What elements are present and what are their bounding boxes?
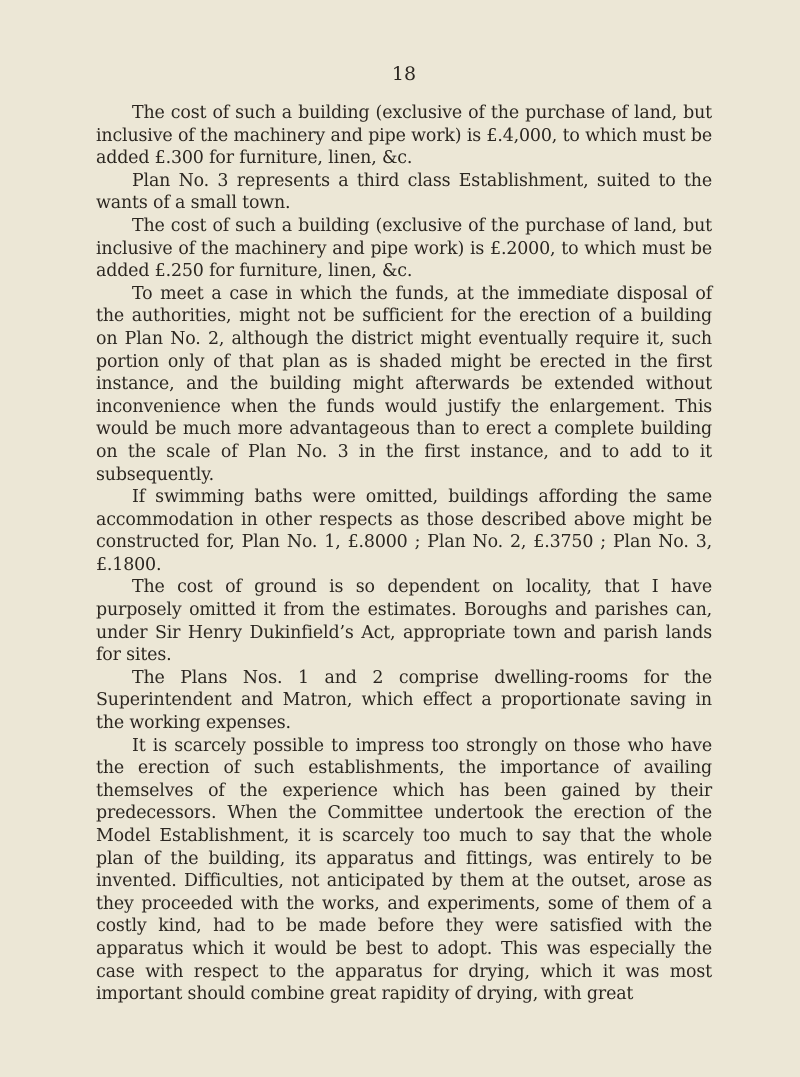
paragraph: The cost of such a building (exclusive of the purchase of land, but inclusive of the machinery and pipe work) is £.2000, to which must be added £.250 for furniture, linen, &c. <box>96 215 712 282</box>
paragraph: To meet a case in which the funds, at the immediate disposal of the authorities, might not be sufficient for the erection of a building on Plan No. 2, although the district might eventually require it, such portion only of that plan as is shaded might be erected in the first instance, and the building might afterwards be extended without inconvenience when the funds would justify the enlargement. This would be much more advantageous than to erect a complete building on the scale of Plan No. 3 in the first instance, and to add to it subsequently. <box>96 283 712 485</box>
paragraph: The Plans Nos. 1 and 2 comprise dwelling-rooms for the Superintendent and Matron, which effect a proportionate saving in the working expenses. <box>96 667 712 734</box>
paragraph: The cost of such a building (exclusive of the purchase of land, but inclusive of the machinery and pipe work) is £.4,000, to which must be added £.300 for furniture, linen, &c. <box>96 103 712 169</box>
paragraph: The cost of ground is so dependent on locality, that I have purposely omitted it from the estimates. Boroughs and parishes can, under Sir Henry Dukinfield’s Act, appropriate town and parish lands for sites. <box>96 577 712 666</box>
page-number: 18 <box>391 63 417 85</box>
paragraph: If swimming baths were omitted, buildings affording the same accommodation in other respects as those described above might be constructed for, Plan No. 1, £.8000 ; Plan No. 2, £.3750 ; Plan No. 3, £.1800. <box>96 487 712 575</box>
body-text <box>96 102 712 1006</box>
paragraph: It is scarcely possible to impress too strongly on those who have the erection of such establishments, the importance of availing themselves of the experience which has been gained by their predecessors. When the Committee undertook the erection of the Model Establishment, it is scarcely too much to say that the whole plan of the building, its apparatus and fittings, was entirely to be invented. Difficulties, not anticipated by them at the outset, arose as they proceeded with the works, and experiments, some of them of a costly kind, had to be made before they were satisfied with the apparatus which it would be best to adopt. This was especially the case with respect to the apparatus for drying, which it was most important should combine great rapidity of drying, with great <box>96 735 712 1005</box>
paragraph: Plan No. 3 represents a third class Establishment, suited to the wants of a small town. <box>96 170 712 214</box>
